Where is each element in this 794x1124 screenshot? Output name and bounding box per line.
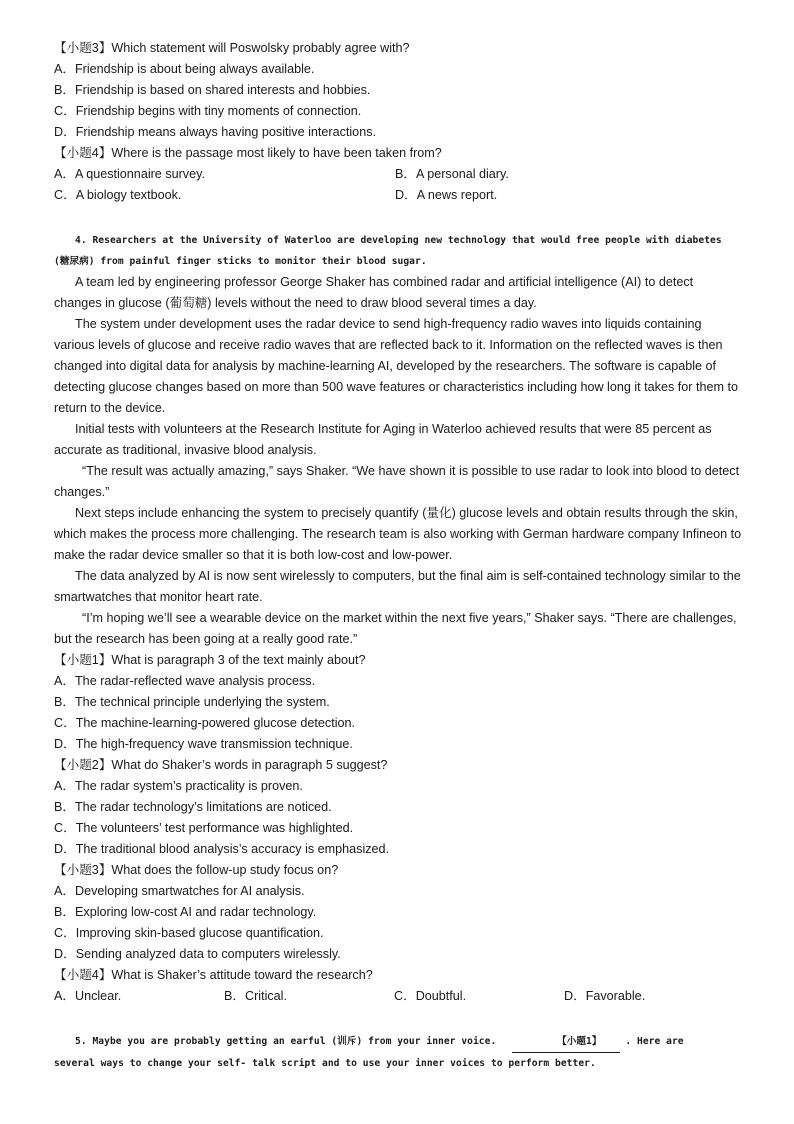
- options-row: [54, 164, 744, 185]
- answer-option: D．The traditional blood analysis’s accuracy is emphasized.: [54, 842, 390, 856]
- passage-intro-line: 4. Researchers at the University of Waterloo are developing new technology that would free people with diabetes: [75, 235, 722, 246]
- question-stem: 【小题3】Which statement will Poswolsky probably agree with?: [54, 41, 410, 55]
- passage-paragraph: A team led by engineering professor George Shaker has combined radar and artificial intelligence (AI) to detect changes in glucose (葡萄糖) levels without the need to draw blood several times a day.: [54, 275, 694, 310]
- answer-option: B．Critical.: [224, 989, 287, 1003]
- options-row: [54, 185, 744, 206]
- answer-option: C．Friendship begins with tiny moments of connection.: [54, 104, 362, 118]
- answer-option: A．The radar-reflected wave analysis process.: [54, 674, 316, 688]
- question-stem: 【小题3】What does the follow-up study focus on?: [54, 863, 339, 877]
- options-row: [54, 986, 744, 1007]
- passage-text: 5. Maybe you are probably getting an earful (训斥) from your inner voice.: [75, 1036, 497, 1047]
- passage-intro-line: several ways to change your self- talk script and to use your inner voices to perform better.: [54, 1058, 596, 1069]
- answer-option: C．The machine-learning-powered glucose detection.: [54, 716, 356, 730]
- answer-option: D．Friendship means always having positive interactions.: [54, 125, 376, 139]
- passage-text: . Here are: [625, 1036, 684, 1047]
- answer-option: C．Improving skin-based glucose quantification.: [54, 926, 324, 940]
- passage-paragraph: The data analyzed by AI is now sent wirelessly to computers, but the final aim is self-contained technology similar to the smartwatches that monitor heart rate.: [54, 569, 741, 604]
- answer-option: B．A personal diary.: [395, 167, 509, 181]
- answer-option: D．A news report.: [395, 188, 498, 202]
- passage-paragraph: The system under development uses the radar device to send high-frequency radio waves into liquids containing various levels of glucose and receive radio waves that are reflected back to it. Information on the reflected waves is then changed into digital data for analysis by machine-learning AI, developed by the researchers. The software is capable of detecting glucose changes based on more than 500 wave features or characteristics including how long it takes for them to return to the device.: [54, 317, 738, 415]
- answer-option: A．Unclear.: [54, 989, 122, 1003]
- answer-option: A．The radar system’s practicality is proven.: [54, 779, 303, 793]
- passage-intro-line: [54, 1031, 744, 1053]
- answer-option: C．The volunteers’ test performance was highlighted.: [54, 821, 354, 835]
- answer-option: A．A questionnaire survey.: [54, 167, 205, 181]
- passage-paragraph: “I’m hoping we’ll see a wearable device on the market within the next five years,” Shaker says. “There are challenges, but the research has been going at a really good rate.”: [54, 611, 737, 646]
- answer-option: B．Friendship is based on shared interests and hobbies.: [54, 83, 371, 97]
- passage-paragraph: Next steps include enhancing the system to precisely quantify (量化) glucose levels and obtain results through the skin, which makes the process more challenging. The research team is also working with German hardware company Infineon to make the radar device smaller so that it is both low-cost and low-power.: [54, 506, 742, 562]
- answer-option: C．A biology textbook.: [54, 188, 182, 202]
- answer-option: C．Doubtful.: [394, 989, 467, 1003]
- passage-paragraph: “The result was actually amazing,” says Shaker. “We have shown it is possible to use radar to look into blood to detect changes.”: [54, 464, 740, 499]
- answer-option: B．Exploring low-cost AI and radar technology.: [54, 905, 317, 919]
- answer-option: D．The high-frequency wave transmission technique.: [54, 737, 353, 751]
- document-page: [54, 38, 744, 1074]
- answer-option: B．The technical principle underlying the system.: [54, 695, 330, 709]
- answer-option: B．The radar technology’s limitations are noticed.: [54, 800, 332, 814]
- fill-in-blank: 【小题1】: [512, 1031, 619, 1053]
- question-stem: 【小题2】What do Shaker’s words in paragraph 5 suggest?: [54, 758, 388, 772]
- question-stem: 【小题4】What is Shaker’s attitude toward the research?: [54, 968, 373, 982]
- question-stem: 【小题4】Where is the passage most likely to have been taken from?: [54, 146, 442, 160]
- answer-option: A．Developing smartwatches for AI analysis.: [54, 884, 305, 898]
- passage-intro-line: (糖尿病) from painful finger sticks to monitor their blood sugar.: [54, 256, 427, 267]
- answer-option: D．Sending analyzed data to computers wirelessly.: [54, 947, 341, 961]
- answer-option: D．Favorable.: [564, 989, 646, 1003]
- question-stem: 【小题1】What is paragraph 3 of the text mainly about?: [54, 653, 366, 667]
- answer-option: A．Friendship is about being always available.: [54, 62, 315, 76]
- passage-paragraph: Initial tests with volunteers at the Research Institute for Aging in Waterloo achieved results that were 85 percent as accurate as traditional, invasive blood analysis.: [54, 422, 712, 457]
